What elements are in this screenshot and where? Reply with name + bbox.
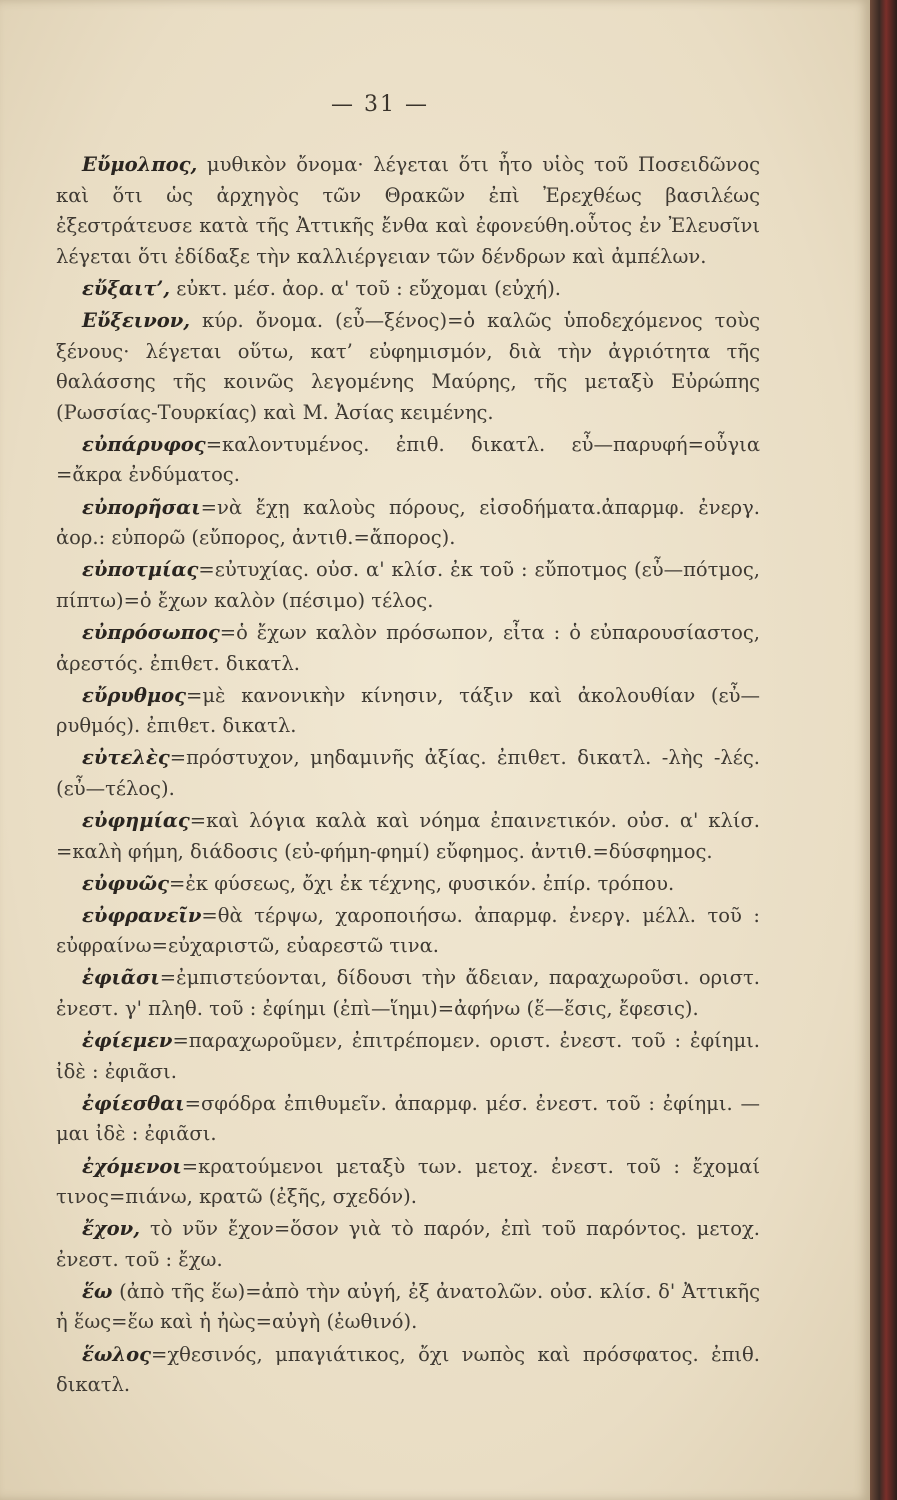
entry-definition: =ὁ ἔχων καλὸν πρόσωπον, εἶτα : ὁ εὐπαρουσίαστος, ἀρεστός. ἐπιθετ. δικατλ. — [56, 620, 760, 675]
entry-headword: εὔρυθμος — [82, 683, 187, 707]
entry-definition: =ἐμπιστεύονται, δίδουσι τὴν ἄδειαν, παραχωροῦσι. οριστ. ἐνεστ. γ' πληθ. τοῦ : ἐφίημι (ἐπὶ—ἵημι)=ἀφήνω (ἕ—ἕσις, ἔφεσις). — [56, 966, 760, 1021]
entry-headword: εὐπρόσωπος — [82, 620, 220, 644]
entry-headword: εὐποτμίας — [82, 558, 199, 582]
entry-headword: ἐφίεμεν — [82, 1029, 173, 1053]
entry-headword: εὔξαιτ’, — [82, 276, 171, 300]
glossary-body — [56, 150, 760, 1402]
glossary-entry — [56, 150, 760, 272]
entry-headword: εὐφυῶς — [82, 871, 169, 895]
entry-headword: Εὔμολπος, — [82, 153, 198, 176]
entry-definition: =θὰ τέρψω, χαροποιήσω. ἀπαρμφ. ἐνεργ. μέλλ. τοῦ : εὐφραίνω=εὐχαριστῶ, εὐαρεστῶ τινα. — [56, 903, 760, 958]
entry-headword: ἐχόμενοι — [82, 1154, 182, 1178]
glossary-entry — [56, 1277, 760, 1338]
entry-definition: =χθεσινός, μπαγιάτικος, ὄχι νωπὸς καὶ πρόσφατος. ἐπιθ. δικατλ. — [56, 1342, 760, 1397]
entry-definition: =νὰ ἔχῃ καλοὺς πόρους, εἰσοδήματα.ἀπαρμφ. ἐνεργ. ἀορ.: εὐπορῶ (εὔπορος, ἀντιθ.=ἄπορος). — [56, 495, 760, 550]
entry-headword: Εὔξεινον, — [82, 308, 191, 332]
glossary-entry — [56, 901, 760, 962]
glossary-entry — [56, 306, 760, 428]
glossary-entry — [56, 1026, 760, 1087]
entry-headword: ἕω — [82, 1279, 113, 1303]
entry-definition: τὸ νῦν ἔχον=ὅσον γιὰ τὸ παρόν, ἐπὶ τοῦ παρόντος. μετοχ. ἐνεστ. τοῦ : ἔχω. — [56, 1217, 760, 1271]
page-number: — 31 — — [331, 92, 429, 117]
entry-headword: ἕωλος — [82, 1342, 151, 1366]
glossary-entry — [56, 869, 760, 900]
book-spine-edge — [870, 0, 897, 1500]
entry-headword: ἐφίεσθαι — [82, 1091, 185, 1115]
entry-definition: =εὐτυχίας. οὐσ. α' κλίσ. ἐκ τοῦ : εὔποτμος (εὖ—πότμος, πίπτω)=ὁ ἔχων καλὸν (πέσιμο) τέλος. — [56, 558, 760, 612]
glossary-entry — [56, 681, 760, 742]
glossary-entry — [56, 963, 760, 1024]
glossary-entry — [56, 1214, 760, 1275]
entry-definition: =πρόστυχον, μηδαμινῆς ἀξίας. ἐπιθετ. δικατλ. -λὴς -λές. (εὖ—τέλος). — [56, 746, 760, 800]
glossary-entry — [56, 430, 760, 491]
entry-headword: εὐτελὲς — [82, 746, 170, 770]
entry-definition: =μὲ κανονικὴν κίνησιν, τάξιν καὶ ἀκολουθίαν (εὖ—ρυθμός). ἐπιθετ. δικατλ. — [56, 683, 760, 738]
glossary-entry — [56, 1089, 760, 1150]
entry-headword: ἐφιᾶσι — [82, 966, 160, 990]
glossary-entry — [56, 618, 760, 679]
entry-headword: εὐπάρυφος — [82, 432, 206, 456]
glossary-entry — [56, 274, 760, 305]
entry-definition: =παραχωροῦμεν, ἐπιτρέπομεν. οριστ. ἐνεστ. τοῦ : ἐφίημι. ἰδὲ : ἐφιᾶσι. — [56, 1029, 760, 1083]
glossary-entry — [56, 743, 760, 804]
glossary-entry — [56, 806, 760, 867]
entry-definition: =καλοντυμένος. ἐπιθ. δικατλ. εὖ—παρυφή=οὖγια =ἄκρα ἐνδύματος. — [56, 432, 760, 487]
entry-headword: εὐφημίας — [82, 808, 190, 832]
entry-definition: =κρατούμενοι μεταξὺ των. μετοχ. ἐνεστ. τοῦ : ἔχομαί τινος=πιάνω, κρατῶ (ἐξῆς, σχεδόν). — [56, 1154, 760, 1209]
entry-definition: εὐκτ. μέσ. ἀορ. α' τοῦ : εὔχομαι (εὐχή). — [170, 276, 562, 300]
glossary-entry — [56, 1152, 760, 1213]
entry-definition: =ἐκ φύσεως, ὄχι ἐκ τέχνης, φυσικόν. ἐπίρ. τρόπου. — [169, 871, 675, 895]
entry-definition: =σφόδρα ἐπιθυμεῖν. ἀπαρμφ. μέσ. ἐνεστ. τοῦ : ἐφίημι. —μαι ἰδὲ : ἐφιᾶσι. — [56, 1091, 760, 1146]
entry-headword: ἔχον, — [82, 1217, 141, 1241]
entry-definition: μυθικὸν ὄνομα· λέγεται ὅτι ἦτο υἱὸς τοῦ Ποσειδῶνος καὶ ὅτι ὡς ἀρχηγὸς τῶν Θρακῶν ἐπὶ Ἐρεχθέως βασιλέως ἐξεστράτευσε κατὰ τῆς Ἀττικῆς ἔνθα καὶ ἐφονεύθη.οὗτος ἐν Ἐλευσῖνι λέγεται ὅτι ἐδίδαξε τὴν καλλιέργειαν τῶν δένδρων καὶ ἀμπέλων. — [56, 153, 760, 268]
entry-definition: (ἀπὸ τῆς ἕω)=ἀπὸ τὴν αὐγή, ἐξ ἀνατολῶν. οὐσ. κλίσ. δ' Ἀττικῆς ἡ ἕως=ἕω καὶ ἡ ἠὼς=αὐγὴ (ἐωθινό). — [56, 1279, 760, 1334]
glossary-entry — [56, 1340, 760, 1401]
glossary-entry — [56, 555, 760, 616]
entry-definition: κύρ. ὄνομα. (εὖ—ξένος)=ὁ καλῶς ὑποδεχόμενος τοὺς ξένους· λέγεται οὕτω, κατ’ εὐφημισμόν, διὰ τὴν ἀγριότητα τῆς θαλάσσης τῆς κοινῶς λεγομένης Μαύρης, τῆς μεταξὺ Εὐρώπης (Ρωσσίας-Τουρκίας) καὶ Μ. Ἀσίας κειμένης. — [56, 308, 760, 424]
glossary-entry — [56, 493, 760, 554]
entry-headword: εὐφρανεῖν — [82, 903, 202, 927]
entry-definition: =καὶ λόγια καλὰ καὶ νόημα ἐπαινετικόν. οὐσ. α' κλίσ. =καλὴ φήμη, διάδοσις (εὐ-φήμη-φημί) εὔφημος. ἀντιθ.=δύσφημος. — [56, 808, 760, 863]
entry-headword: εὐπορῆσαι — [82, 495, 201, 519]
